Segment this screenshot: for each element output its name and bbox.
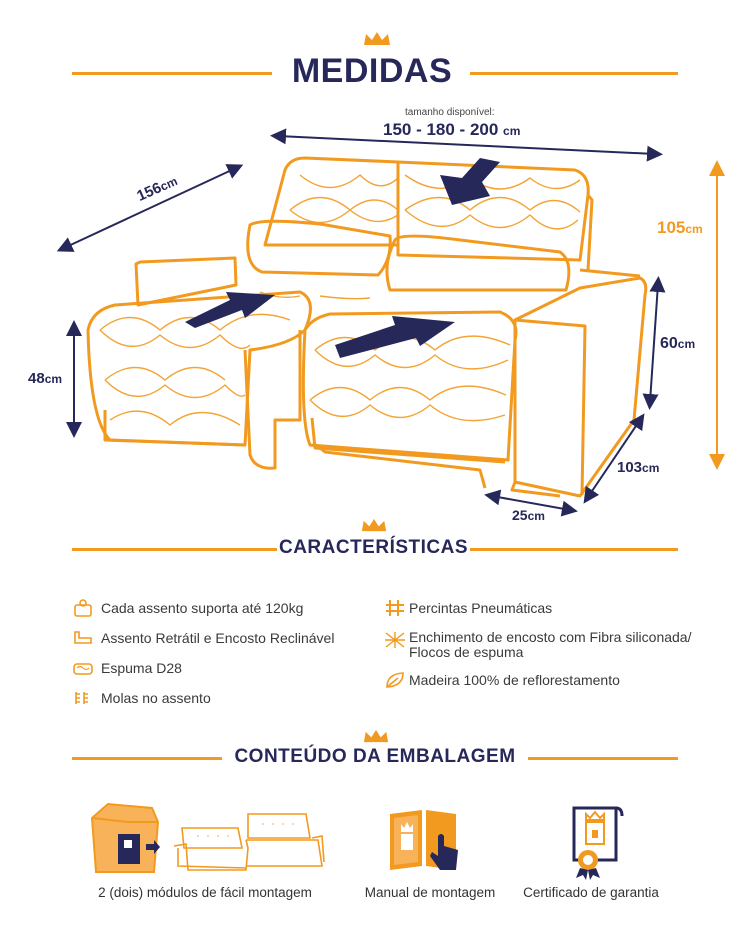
height-total-unit: cm: [685, 222, 703, 236]
feature-springs: Molas no assento: [101, 690, 211, 706]
foam-icon: [72, 659, 94, 677]
springs-icon: [72, 689, 94, 707]
depth-right-value: 103: [617, 459, 643, 476]
manual-icon: [386, 800, 466, 875]
arm-width-dimension: [512, 507, 545, 523]
seat-height-value: 48: [28, 370, 45, 387]
recline-icon: [72, 629, 94, 647]
divider-left: [72, 757, 222, 760]
feature-foam: Espuma D28: [101, 660, 182, 676]
feature-recline: Assento Retrátil e Encosto Reclinável: [101, 630, 335, 646]
weight-icon: [72, 599, 94, 617]
feature-wood: Madeira 100% de reflorestamento: [409, 672, 620, 688]
width-values: 150 - 180 - 200: [383, 120, 499, 139]
section-title-caracteristicas: CARACTERÍSTICAS: [278, 537, 469, 558]
divider-right: [528, 757, 678, 760]
crown-icon: [362, 30, 392, 48]
depth-right-unit: cm: [642, 461, 660, 475]
package-certificate-caption: Certificado de garantia: [523, 885, 659, 900]
arm-height-unit: cm: [677, 337, 696, 351]
feature-webbing: Percintas Pneumáticas: [409, 600, 553, 616]
divider-right: [470, 72, 678, 75]
certificate-icon: [566, 800, 626, 880]
leaf-icon: [384, 671, 406, 689]
feature-weight: Cada assento suporta até 120kg: [101, 600, 304, 616]
section-title-medidas: MEDIDAS: [291, 52, 453, 90]
depth-right-dimension: [617, 459, 659, 476]
depth-left-unit: cm: [158, 173, 180, 194]
crown-icon: [360, 517, 388, 534]
size-available-label: tamanho disponível:: [405, 107, 495, 118]
seat-height-dimension: [28, 370, 62, 387]
arm-width-value: 25: [512, 507, 528, 523]
arm-width-unit: cm: [527, 509, 545, 523]
height-total-value: 105: [657, 218, 686, 237]
height-total-dimension: [657, 218, 703, 238]
feature-fiber: Enchimento de encosto com Fibra siliconada/ Flocos de espuma: [409, 629, 692, 660]
divider-left: [72, 72, 272, 75]
package-modules-caption: 2 (dois) módulos de fácil montagem: [98, 885, 312, 900]
width-dimension: [383, 120, 520, 140]
width-unit: cm: [503, 124, 521, 138]
divider-right: [470, 548, 678, 551]
modules-icon: [88, 800, 328, 875]
arm-height-dimension: [660, 335, 695, 353]
webbing-icon: [384, 599, 406, 617]
fiber-icon: [384, 631, 406, 649]
depth-left-value: 156: [134, 179, 165, 205]
package-manual-caption: Manual de montagem: [364, 885, 496, 900]
seat-height-unit: cm: [44, 372, 63, 386]
arm-height-value: 60: [660, 335, 678, 352]
divider-left: [72, 548, 277, 551]
section-title-conteudo: CONTEÚDO DA EMBALAGEM: [234, 746, 516, 767]
crown-icon: [362, 728, 390, 745]
